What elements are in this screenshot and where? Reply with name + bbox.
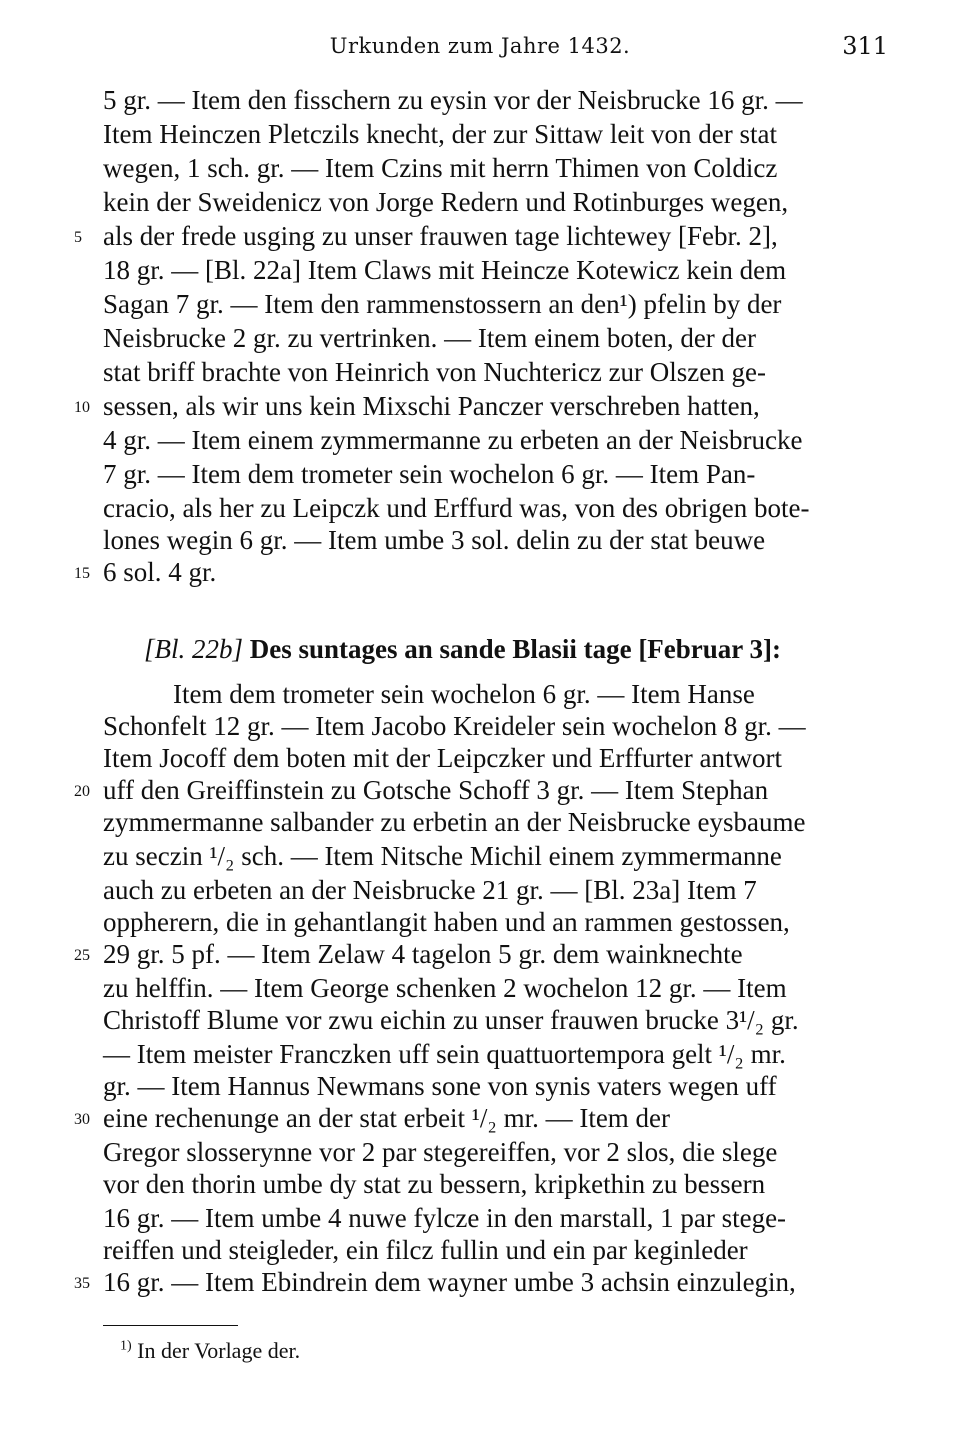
- folio-reference: [Bl. 22b]: [144, 634, 244, 664]
- text-line: 5 gr. — Item den fisschern zu eysin vor der Neisbrucke 16 gr. —: [103, 85, 803, 115]
- text-line: zymmermanne salbander zu erbetin an der Neisbrucke eysbaume: [103, 807, 806, 837]
- text-line: 16 gr. — Item Ebindrein dem wayner umbe 3 achsin einzulegin,: [103, 1267, 796, 1297]
- text-line: Sagan 7 gr. — Item den rammenstossern an den¹) pfelin by der: [103, 289, 782, 319]
- text-line: stat briff brachte von Heinrich von Nuchtericz zur Olszen ge-: [103, 357, 766, 387]
- text-line: als der frede usging zu unser frauwen tage lichtewey [Febr. 2],: [103, 221, 778, 251]
- line-number: 35: [74, 1275, 90, 1292]
- text-line: kein der Sweidenicz von Jorge Redern und Rotinburges wegen,: [103, 187, 789, 217]
- text-line: 6 sol. 4 gr.: [103, 557, 217, 587]
- text-line: auch zu erbeten an der Neisbrucke 21 gr. — [Bl. 23a] Item 7: [103, 875, 757, 905]
- text-line: vor den thorin umbe dy stat zu bessern, kripkethin zu bessern: [103, 1169, 766, 1199]
- page-number: 311: [842, 32, 888, 60]
- footnote-text: In der Vorlage der.: [137, 1338, 301, 1363]
- text-line: zu seczin ¹/₂ sch. — Item Nitsche Michil einem zymmermanne: [103, 841, 782, 871]
- text-line: cracio, als her zu Leipczk und Erffurd was, von des obrigen bote-: [103, 493, 810, 523]
- text-line: Item Jocoff dem boten mit der Leipczker und Erffurter antwort: [103, 743, 783, 773]
- text-line: oppherern, die in gehantlangit haben und an rammen gestossen,: [103, 907, 790, 937]
- footnote: [120, 1338, 300, 1364]
- line-number: 25: [74, 947, 90, 964]
- section-heading: [144, 634, 781, 665]
- text-line: sessen, als wir uns kein Mixschi Panczer verschreben hatten,: [103, 391, 760, 421]
- line-number: 20: [74, 783, 90, 800]
- text-line: 7 gr. — Item dem trometer sein wochelon 6 gr. — Item Pan-: [103, 459, 756, 489]
- text-line: reiffen und steigleder, ein filcz fullin und ein par keginleder: [103, 1235, 748, 1265]
- text-line: Item dem trometer sein wochelon 6 gr. — Item Hanse: [173, 679, 755, 709]
- text-line: wegen, 1 sch. gr. — Item Czins mit herrn Thimen von Coldicz: [103, 153, 778, 183]
- text-line: 18 gr. — [Bl. 22a] Item Claws mit Heincze Kotewicz kein dem: [103, 255, 787, 285]
- footnote-rule: [103, 1325, 238, 1326]
- text-line: Item Heinczen Pletczils knecht, der zur Sittaw leit von der stat: [103, 119, 778, 149]
- line-number: 15: [74, 565, 90, 582]
- text-line: 4 gr. — Item einem zymmermanne zu erbeten an der Neisbrucke: [103, 425, 803, 455]
- line-number: 30: [74, 1111, 90, 1128]
- text-line: Schonfelt 12 gr. — Item Jacobo Kreideler sein wochelon 8 gr. —: [103, 711, 806, 741]
- text-line: Christoff Blume vor zwu eichin zu unser frauwen brucke 3¹/₂ gr.: [103, 1005, 799, 1035]
- section-title: Des suntages an sande Blasii tage [Februar 3]:: [249, 634, 782, 664]
- text-line: uff den Greiffinstein zu Gotsche Schoff 3 gr. — Item Stephan: [103, 775, 769, 805]
- text-line: gr. — Item Hannus Newmans sone von synis vaters wegen uff: [103, 1071, 777, 1101]
- text-line: Gregor slosserynne vor 2 par stegereiffen, vor 2 slos, die slege: [103, 1137, 778, 1167]
- line-number: 10: [74, 399, 90, 416]
- page-header: [0, 30, 960, 70]
- text-line: lones wegin 6 gr. — Item umbe 3 sol. delin zu der stat beuwe: [103, 525, 766, 555]
- text-line: zu helffin. — Item George schenken 2 wochelon 12 gr. — Item: [103, 973, 787, 1003]
- line-number: 5: [74, 229, 82, 246]
- text-line: Neisbrucke 2 gr. zu vertrinken. — Item einem boten, der der: [103, 323, 757, 353]
- text-line: 16 gr. — Item umbe 4 nuwe fylcze in den marstall, 1 par stege-: [103, 1203, 787, 1233]
- text-line: — Item meister Franczken uff sein quattuortempora gelt ¹/₂ mr.: [103, 1039, 786, 1069]
- running-title: Urkunden zum Jahre 1432.: [329, 34, 631, 58]
- footnote-marker: 1): [120, 1338, 132, 1354]
- text-line: 29 gr. 5 pf. — Item Zelaw 4 tagelon 5 gr. dem wainknechte: [103, 939, 743, 969]
- text-line: eine rechenunge an der stat erbeit ¹/₂ mr. — Item der: [103, 1103, 671, 1133]
